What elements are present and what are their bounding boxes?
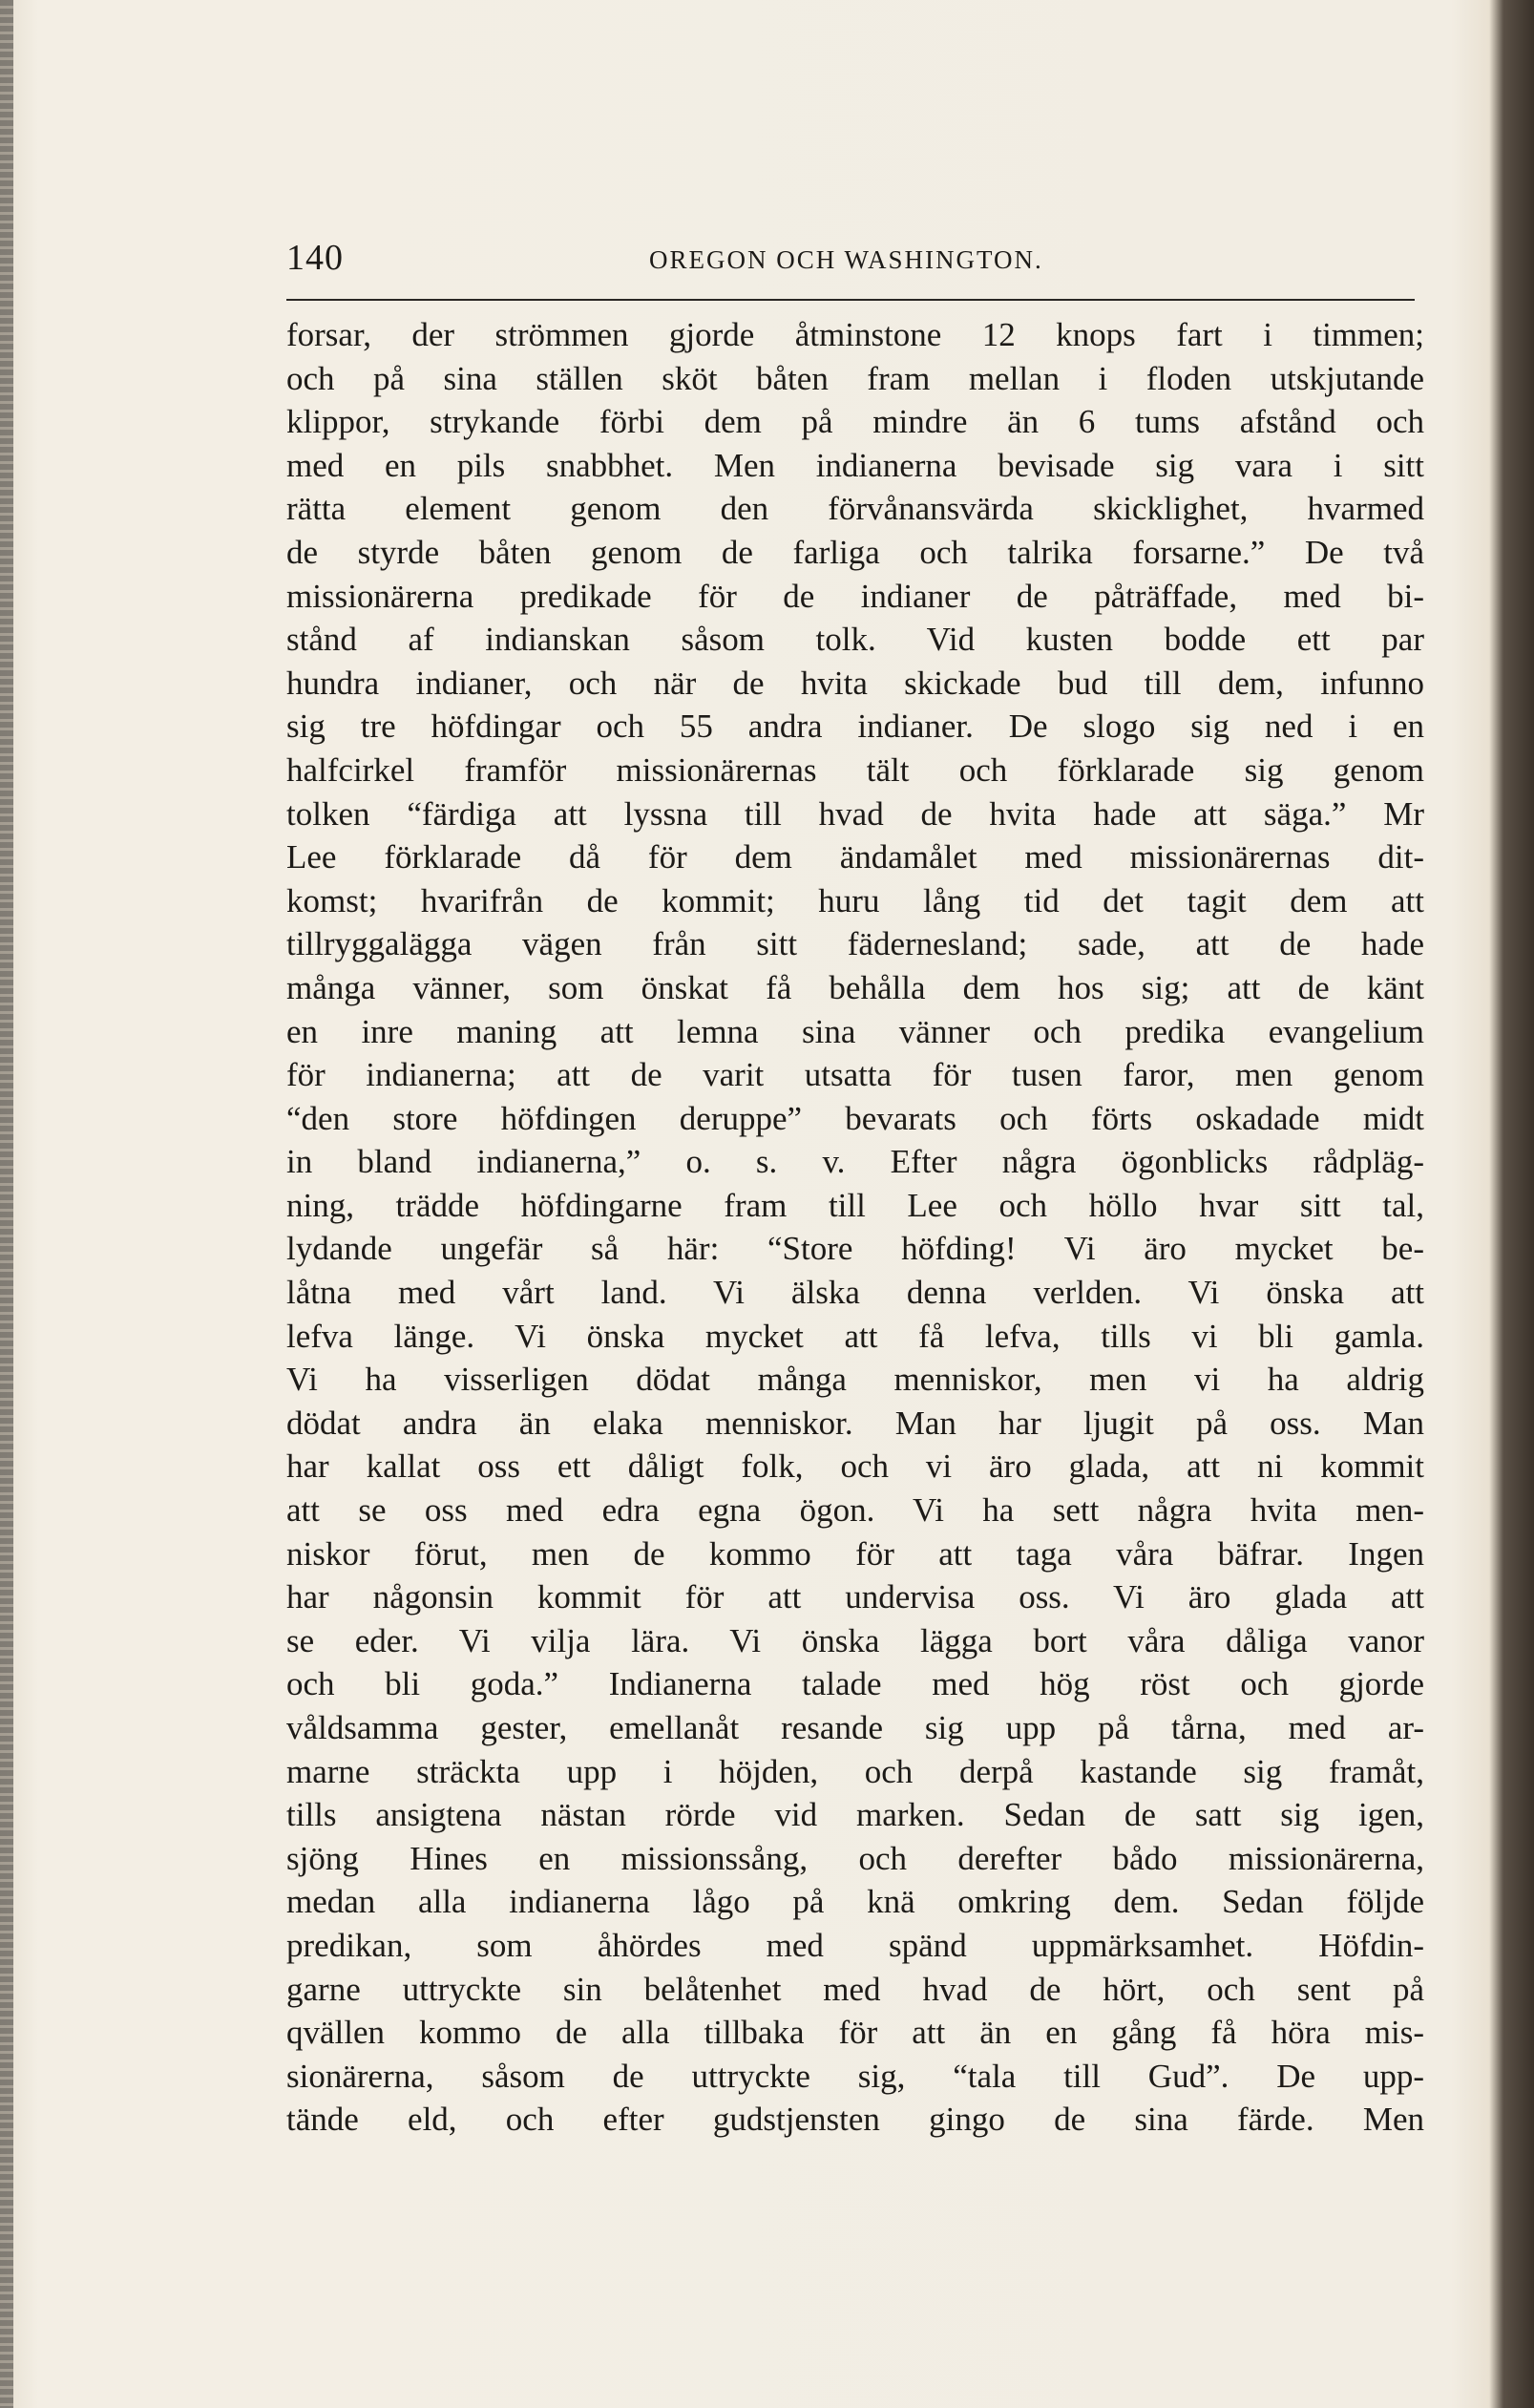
text-line: niskor förut, men de kommo för att taga våra bäfrar. Ingen <box>286 1534 1424 1573</box>
text-line: klippor, strykande förbi dem på mindre än 6 tums afstånd och <box>286 403 1424 441</box>
text-line: missionärerna predikade för de indianer de påträffade, med bi- <box>286 577 1424 615</box>
text-line: Vi ha visserligen dödat många menniskor, men vi ha aldrig <box>286 1361 1424 1399</box>
text-line: stånd af indianskan såsom tolk. Vid kusten bodde ett par <box>286 621 1424 659</box>
text-line: tillryggalägga vägen från sitt fädernesland; sade, att de hade <box>286 925 1424 963</box>
text-line: qvällen kommo de alla tillbaka för att än en gång få höra mis- <box>286 2014 1424 2052</box>
page-number: 140 <box>286 238 344 278</box>
text-line: sig tre höfdingar och 55 andra indianer. De slogo sig ned i en <box>286 708 1424 746</box>
text-line: en inre maning att lemna sina vänner och predika evangelium <box>286 1012 1424 1050</box>
text-line: garne uttryckte sin belåtenhet med hvad de hört, och sent på <box>286 1970 1424 2008</box>
text-line: att se oss med edra egna ögon. Vi ha sett några hvita men- <box>286 1491 1424 1530</box>
text-line: hundra indianer, och när de hvita skickade bud till dem, infunno <box>286 664 1424 702</box>
text-line: har kallat oss ett dåligt folk, och vi äro glada, att ni kommit <box>286 1447 1424 1486</box>
text-line: lefva länge. Vi önska mycket att få lefva, tills vi bli gamla. <box>286 1317 1424 1355</box>
text-line: sionärerna, såsom de uttryckte sig, “tala till Gud”. De upp- <box>286 2057 1424 2095</box>
text-line: ning, trädde höfdingarne fram till Lee och höllo hvar sitt tal, <box>286 1186 1424 1224</box>
text-line: låtna med vårt land. Vi älska denna verlden. Vi önska att <box>286 1274 1424 1312</box>
text-line: lydande ungefär så här: “Store höfding! Vi äro mycket be- <box>286 1230 1424 1268</box>
text-line: Lee förklarade då för dem ändamålet med missionärernas dit- <box>286 838 1424 877</box>
page-binding-edge <box>0 0 13 2408</box>
text-line: våldsamma gester, emellanåt resande sig upp på tårna, med ar- <box>286 1709 1424 1746</box>
header-rule <box>286 299 1415 301</box>
text-line: “den store höfdingen deruppe” bevarats och förts oskadade midt <box>286 1099 1424 1137</box>
text-line: medan alla indianerna lågo på knä omkring dem. Sedan följde <box>286 1883 1424 1921</box>
text-line: dödat andra än elaka menniskor. Man har ljugit på oss. Man <box>286 1404 1424 1442</box>
running-title: OREGON OCH WASHINGTON. <box>649 245 1043 274</box>
text-line: sjöng Hines en missionssång, och derefter bådo missionärerna, <box>286 1839 1424 1877</box>
text-line: tills ansigtena nästan rörde vid marken. Sedan de satt sig igen, <box>286 1796 1424 1834</box>
text-line: rätta element genom den förvånansvärda skicklighet, hvarmed <box>286 490 1424 528</box>
text-line: tände eld, och efter gudstjensten gingo de sina färde. Men <box>286 2101 1424 2139</box>
text-line: forsar, der strömmen gjorde åtminstone 12 knops fart i timmen; <box>286 316 1424 353</box>
text-line: med en pils snabbhet. Men indianerna bevisade sig vara i sitt <box>286 446 1424 484</box>
text-line: har någonsin kommit för att undervisa oss. Vi äro glada att <box>286 1578 1424 1616</box>
text-line: de styrde båten genom de farliga och talrika forsarne.” De två <box>286 533 1424 571</box>
text-line: se eder. Vi vilja lära. Vi önska lägga bort våra dåliga vanor <box>286 1621 1424 1659</box>
text-line: och på sina ställen sköt båten fram mellan i floden utskjutande <box>286 359 1424 397</box>
text-line: marne sträckta upp i höjden, och derpå kastande sig framåt, <box>286 1752 1424 1790</box>
page-header <box>286 237 1415 294</box>
text-line: och bli goda.” Indianerna talade med hög röst och gjorde <box>286 1665 1424 1703</box>
text-line: predikan, som åhördes med spänd uppmärksamhet. Höfdin- <box>286 1926 1424 1964</box>
text-line: tolken “färdiga att lyssna till hvad de hvita hade att säga.” Mr <box>286 794 1424 833</box>
text-line: in bland indianerna,” o. s. v. Efter några ögonblicks rådpläg- <box>286 1143 1424 1181</box>
text-line: för indianerna; att de varit utsatta för tusen faror, men genom <box>286 1056 1424 1094</box>
text-line: många vänner, som önskat få behålla dem hos sig; att de känt <box>286 968 1424 1006</box>
body-text <box>286 313 1424 2142</box>
text-line: halfcirkel framför missionärernas tält och förklarade sig genom <box>286 750 1424 789</box>
text-line: komst; hvarifrån de kommit; huru lång tid det tagit dem att <box>286 881 1424 919</box>
